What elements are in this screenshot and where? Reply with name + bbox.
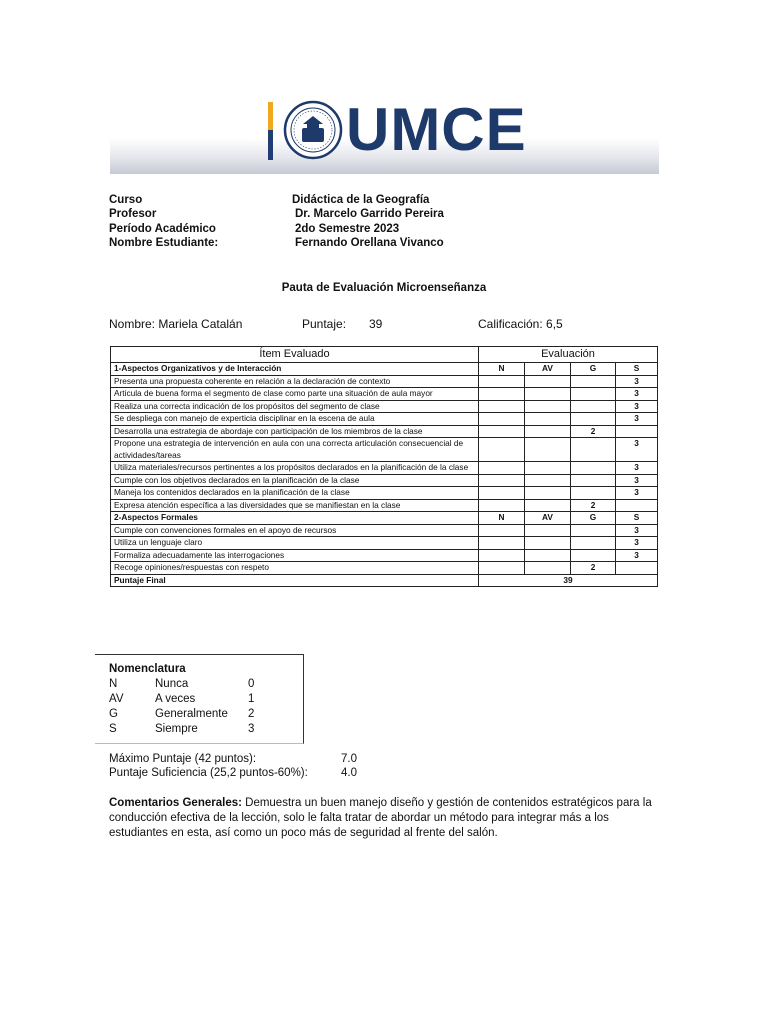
nom-value: 0	[248, 678, 255, 690]
table-row	[111, 549, 658, 562]
cell-g	[571, 438, 616, 462]
cell-s: 3	[616, 487, 658, 500]
cell-n	[479, 474, 525, 487]
col-header-g: G	[571, 512, 616, 525]
cell-av	[525, 462, 571, 475]
info-value: 2do Semestre 2023	[295, 223, 400, 235]
cell-s: 3	[616, 375, 658, 388]
max-score-label: Máximo Puntaje (42 puntos):	[109, 753, 257, 765]
table-row	[111, 499, 658, 512]
cell-s	[616, 499, 658, 512]
info-row-professor	[109, 207, 444, 221]
cell-g	[571, 474, 616, 487]
logo-bar-yellow	[268, 102, 273, 130]
score-value: 39	[369, 317, 383, 331]
col-header-av: AV	[525, 512, 571, 525]
nom-label: Nunca	[155, 678, 189, 690]
section-row	[111, 512, 658, 525]
cell-av	[525, 499, 571, 512]
cell-n	[479, 400, 525, 413]
nom-value: 1	[248, 693, 255, 705]
col-header-s: S	[616, 363, 658, 376]
section-title: 2-Aspectos Formales	[111, 512, 479, 525]
section2-rows	[111, 524, 658, 574]
cell-av	[525, 562, 571, 575]
cell-s: 3	[616, 474, 658, 487]
item-text: Cumple con los objetivos declarados en la planificación de la clase	[111, 474, 479, 487]
university-seal-icon	[283, 100, 343, 160]
nom-code: N	[109, 678, 118, 690]
final-score-value: 39	[479, 574, 658, 587]
info-row-student	[109, 236, 444, 250]
cell-av	[525, 487, 571, 500]
nom-label: Siempre	[155, 723, 198, 735]
section1-rows	[111, 375, 658, 512]
cell-s: 3	[616, 438, 658, 462]
general-comments	[109, 796, 669, 841]
table-row	[111, 524, 658, 537]
cell-n	[479, 462, 525, 475]
cell-g: 2	[571, 562, 616, 575]
cell-g	[571, 400, 616, 413]
item-text: Se despliega con manejo de experticia disciplinar en la escena de aula	[111, 413, 479, 426]
section-row	[111, 363, 658, 376]
table-row	[111, 487, 658, 500]
score-label: Puntaje:	[302, 317, 347, 331]
item-text: Propone una estrategia de intervención en aula con una correcta articulación consecuencial de actividades/tareas	[111, 438, 479, 462]
info-label: Curso	[109, 194, 143, 206]
cell-n	[479, 487, 525, 500]
nom-label: A veces	[155, 693, 196, 705]
cell-s: 3	[616, 400, 658, 413]
cell-g	[571, 524, 616, 537]
item-text: Utiliza un lenguaje claro	[111, 537, 479, 550]
item-text: Recoge opiniones/respuestas con respeto	[111, 562, 479, 575]
cell-av	[525, 375, 571, 388]
item-text: Formaliza adecuadamente las interrogaciones	[111, 549, 479, 562]
nom-label: Generalmente	[155, 708, 228, 720]
cell-n	[479, 549, 525, 562]
info-value: Didáctica de la Geografía	[292, 194, 430, 206]
cell-s: 3	[616, 524, 658, 537]
max-score-value: 7.0	[341, 753, 357, 765]
item-text: Maneja los contenidos declarados en la planificación de la clase	[111, 487, 479, 500]
brand-logo-text: UMCE	[346, 96, 527, 163]
table-row	[111, 400, 658, 413]
item-text: Presenta una propuesta coherente en relación a la declaración de contexto	[111, 375, 479, 388]
cell-s: 3	[616, 549, 658, 562]
cell-s: 3	[616, 413, 658, 426]
cell-s	[616, 425, 658, 438]
cell-n	[479, 537, 525, 550]
item-text: Realiza una correcta indicación de los propósitos del segmento de clase	[111, 400, 479, 413]
item-text: Cumple con convenciones formales en el apoyo de recursos	[111, 524, 479, 537]
cell-n	[479, 413, 525, 426]
eval-header: Evaluación	[479, 347, 658, 363]
table-row	[111, 474, 658, 487]
col-header-s: S	[616, 512, 658, 525]
info-label: Período Académico	[109, 223, 216, 235]
col-header-g: G	[571, 363, 616, 376]
cell-n	[479, 524, 525, 537]
cell-n	[479, 388, 525, 401]
item-text: Expresa atención específica a las diversidades que se manifiestan en la clase	[111, 499, 479, 512]
cell-g	[571, 549, 616, 562]
cell-av	[525, 400, 571, 413]
info-row-period	[109, 222, 400, 236]
cell-av	[525, 438, 571, 462]
cell-av	[525, 537, 571, 550]
item-text: Utiliza materiales/recursos pertinentes a los propósitos declarados en la planificación de la clase	[111, 462, 479, 475]
nom-code: S	[109, 723, 117, 735]
cell-g: 2	[571, 499, 616, 512]
final-score-row	[111, 574, 658, 587]
cell-av	[525, 425, 571, 438]
final-score-label: Puntaje Final	[111, 574, 479, 587]
comments-text: Demuestra un buen manejo diseño y gestión de contenidos estratégicos para la conducción efectiva de la lección, solo le falta tratar de abordar un método para integrar más a los estudiantes en esta, así como un poco más de seguridad al frente del salón.	[109, 797, 652, 839]
table-row	[111, 413, 658, 426]
nom-value: 2	[248, 708, 255, 720]
cell-s: 3	[616, 388, 658, 401]
cell-s	[616, 562, 658, 575]
comments-label: Comentarios Generales:	[109, 797, 242, 809]
cell-g	[571, 375, 616, 388]
cell-av	[525, 549, 571, 562]
cell-n	[479, 425, 525, 438]
info-label: Nombre Estudiante:	[109, 237, 219, 249]
logo-bar-blue	[268, 130, 273, 160]
nom-code: AV	[109, 693, 124, 705]
nomenclature-title: Nomenclatura	[109, 663, 186, 675]
cell-g	[571, 537, 616, 550]
item-header: Ítem Evaluado	[111, 347, 479, 363]
table-header-row	[111, 347, 658, 363]
cell-g	[571, 413, 616, 426]
nom-code: G	[109, 708, 118, 720]
cell-n	[479, 499, 525, 512]
info-label: Profesor	[109, 208, 157, 220]
cell-s: 3	[616, 462, 658, 475]
table-row	[111, 425, 658, 438]
cell-av	[525, 474, 571, 487]
cell-n	[479, 438, 525, 462]
cell-g: 2	[571, 425, 616, 438]
table-row	[111, 537, 658, 550]
cell-g	[571, 388, 616, 401]
sufficiency-value: 4.0	[341, 767, 357, 779]
item-text: Desarrolla una estrategia de abordaje con participación de los miembros de la clase	[111, 425, 479, 438]
cell-g	[571, 487, 616, 500]
nom-value: 3	[248, 723, 255, 735]
cell-n	[479, 375, 525, 388]
cell-av	[525, 413, 571, 426]
section-title: 1-Aspectos Organizativos y de Interacción	[111, 363, 479, 376]
item-text: Articula de buena forma el segmento de clase como parte una situación de aula mayor	[111, 388, 479, 401]
page-title: Pauta de Evaluación Microenseñanza	[281, 282, 487, 294]
table-row	[111, 462, 658, 475]
table-row	[111, 375, 658, 388]
table-row	[111, 388, 658, 401]
table-row	[111, 562, 658, 575]
cell-g	[571, 462, 616, 475]
cell-s: 3	[616, 537, 658, 550]
student-name: Nombre: Mariela Catalán	[109, 317, 243, 331]
cell-n	[479, 562, 525, 575]
info-row-course	[109, 193, 430, 207]
grade-value: Calificación: 6,5	[478, 317, 563, 331]
evaluation-table	[110, 346, 658, 587]
cell-av	[525, 524, 571, 537]
col-header-n: N	[479, 512, 525, 525]
cell-av	[525, 388, 571, 401]
sufficiency-label: Puntaje Suficiencia (25,2 puntos-60%):	[109, 767, 308, 779]
table-row	[111, 438, 658, 462]
info-value: Fernando Orellana Vivanco	[295, 237, 444, 249]
info-value: Dr. Marcelo Garrido Pereira	[295, 208, 444, 220]
col-header-av: AV	[525, 363, 571, 376]
col-header-n: N	[479, 363, 525, 376]
